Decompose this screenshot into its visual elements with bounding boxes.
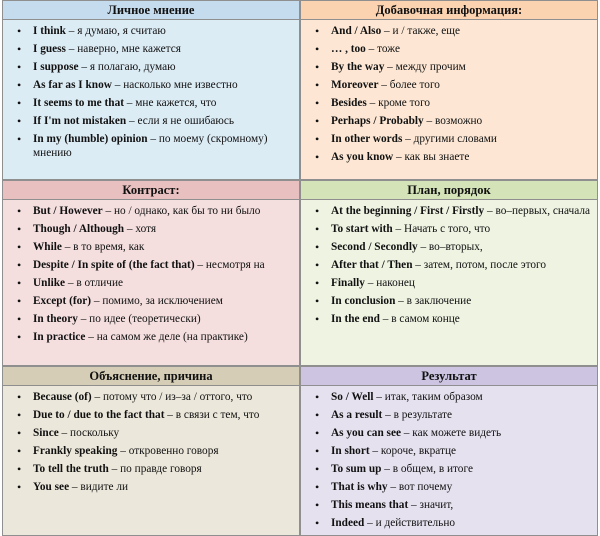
section-personal-opinion	[2, 0, 300, 180]
list-item	[3, 408, 295, 422]
phrase: At the beginning / First / Firstly	[331, 205, 485, 217]
phrase: In short	[331, 445, 370, 457]
phrase-list	[301, 200, 597, 326]
list-item	[301, 222, 593, 236]
list-item	[3, 276, 295, 290]
translation: – и действительно	[364, 517, 456, 529]
translation: – в то время, как	[61, 241, 145, 253]
list-item	[301, 150, 593, 164]
section-plan-order	[300, 180, 598, 366]
phrase: In the end	[331, 313, 380, 325]
translation: – на самом же деле (на практике)	[85, 331, 248, 343]
phrase: Frankly speaking	[33, 445, 118, 457]
translation: – Начать с того, что	[392, 223, 491, 235]
translation: – в общем, в итоге	[381, 463, 473, 475]
translation: – по правде говоря	[108, 463, 202, 475]
translation: – но / однако, как бы то ни было	[102, 205, 261, 217]
translation: – помимо, за исключением	[91, 295, 223, 307]
phrase: To sum up	[331, 463, 382, 475]
section-title: Объяснение, причина	[3, 367, 299, 386]
list-item	[3, 96, 295, 110]
phrase: While	[33, 241, 62, 253]
translation: – другими словами	[402, 133, 497, 145]
phrase: Though / Although	[33, 223, 125, 235]
list-item	[3, 462, 295, 476]
phrase: Besides	[331, 97, 367, 109]
phrase: Indeed	[331, 517, 365, 529]
phrase: That is why	[331, 481, 388, 493]
translation: – возможно	[423, 115, 483, 127]
translation: – итак, таким образом	[373, 391, 483, 403]
phrase: In theory	[33, 313, 78, 325]
translation: – насколько мне известно	[111, 79, 238, 91]
phrase: To tell the truth	[33, 463, 109, 475]
translation: – более того	[378, 79, 440, 91]
phrase: It seems to me that	[33, 97, 124, 109]
section-title: Добавочная информация:	[301, 1, 597, 20]
list-item	[301, 312, 593, 326]
list-item	[3, 390, 295, 404]
phrase: As you can see	[331, 427, 401, 439]
phrase: In my (humble) opinion	[33, 133, 148, 145]
translation: – потому что / из–за / оттого, что	[91, 391, 253, 403]
translation: – как можете видеть	[400, 427, 502, 439]
translation: – короче, вкратце	[369, 445, 457, 457]
phrase: Due to / due to the fact that	[33, 409, 165, 421]
list-item	[301, 276, 593, 290]
section-additional-info	[300, 0, 598, 180]
translation: – если я не ошибаюсь	[126, 115, 234, 127]
translation: – значит,	[408, 499, 454, 511]
phrase: After that / Then	[331, 259, 413, 271]
translation: – затем, потом, после этого	[412, 259, 547, 271]
phrase: In conclusion	[331, 295, 396, 307]
phrase-table	[2, 0, 598, 536]
phrase-list	[3, 20, 299, 160]
phrase-list	[3, 200, 299, 344]
phrase: Unlike	[33, 277, 66, 289]
translation: – в связи с тем, что	[164, 409, 260, 421]
list-item	[301, 24, 593, 38]
phrase: Because (of)	[33, 391, 92, 403]
list-item	[301, 78, 593, 92]
list-item	[3, 222, 295, 236]
phrase: … , too	[331, 43, 366, 55]
translation: – в самом конце	[379, 313, 460, 325]
list-item	[301, 426, 593, 440]
phrase-list	[301, 20, 597, 164]
phrase: This means that	[331, 499, 409, 511]
phrase: As far as I know	[33, 79, 112, 91]
translation: – наверно, мне кажется	[65, 43, 181, 55]
phrase: But / However	[33, 205, 103, 217]
phrase: And / Also	[331, 25, 382, 37]
phrase: I suppose	[33, 61, 79, 73]
phrase: Finally	[331, 277, 365, 289]
list-item	[3, 42, 295, 56]
phrase: Moreover	[331, 79, 379, 91]
list-item	[3, 330, 295, 344]
translation: – между прочим	[384, 61, 466, 73]
section-contrast	[2, 180, 300, 366]
list-item	[301, 204, 593, 218]
phrase: By the way	[331, 61, 385, 73]
list-item	[3, 114, 295, 128]
list-item	[301, 444, 593, 458]
section-title: Результат	[301, 367, 597, 386]
phrase: To start with	[331, 223, 393, 235]
translation: – несмотря на	[194, 259, 265, 271]
list-item	[3, 78, 295, 92]
phrase: Except (for)	[33, 295, 92, 307]
phrase: Perhaps / Probably	[331, 115, 424, 127]
translation: – я полагаю, думаю	[78, 61, 176, 73]
translation: – и / также, еще	[381, 25, 460, 37]
list-item	[301, 96, 593, 110]
translation: – по моему (скромному) мнению	[33, 133, 268, 159]
translation: – в заключение	[395, 295, 472, 307]
phrase: In practice	[33, 331, 86, 343]
list-item	[301, 390, 593, 404]
section-title: Личное мнение	[3, 1, 299, 20]
list-item	[3, 60, 295, 74]
section-result	[300, 366, 598, 536]
list-item	[301, 480, 593, 494]
phrase: Second / Secondly	[331, 241, 418, 253]
list-item	[301, 498, 593, 512]
translation: – наконец	[364, 277, 415, 289]
list-item	[3, 480, 295, 494]
translation: – в отличие	[65, 277, 124, 289]
list-item	[3, 24, 295, 38]
list-item	[301, 240, 593, 254]
translation: – по идее (теоретически)	[77, 313, 201, 325]
list-item	[301, 408, 593, 422]
translation: – мне кажется, что	[123, 97, 217, 109]
list-item	[3, 258, 295, 272]
phrase: As you know	[331, 151, 394, 163]
translation: – откровенно говоря	[117, 445, 219, 457]
phrase: You see	[33, 481, 70, 493]
phrase: So / Well	[331, 391, 374, 403]
list-item	[301, 294, 593, 308]
list-item	[3, 132, 295, 160]
list-item	[301, 42, 593, 56]
section-explanation-reason	[2, 366, 300, 536]
translation: – во–вторых,	[417, 241, 483, 253]
phrase: Despite / In spite of (the fact that)	[33, 259, 195, 271]
translation: – тоже	[365, 43, 400, 55]
translation: – поскольку	[58, 427, 120, 439]
phrase: I think	[33, 25, 66, 37]
list-item	[301, 462, 593, 476]
translation: – в результате	[382, 409, 453, 421]
phrase: Since	[33, 427, 59, 439]
list-item	[301, 258, 593, 272]
list-item	[301, 60, 593, 74]
phrase-list	[301, 386, 597, 530]
translation: – видите ли	[69, 481, 129, 493]
section-title: Контраст:	[3, 181, 299, 200]
translation: – кроме того	[366, 97, 431, 109]
translation: – хотя	[124, 223, 157, 235]
list-item	[3, 312, 295, 326]
list-item	[3, 204, 295, 218]
list-item	[3, 240, 295, 254]
phrase-list	[3, 386, 299, 494]
phrase: If I'm not mistaken	[33, 115, 127, 127]
translation: – я думаю, я считаю	[65, 25, 166, 37]
translation: – вот почему	[387, 481, 453, 493]
phrase: I guess	[33, 43, 66, 55]
translation: – во–первых, сначала	[484, 205, 590, 217]
section-title: План, порядок	[301, 181, 597, 200]
phrase: In other words	[331, 133, 403, 145]
list-item	[3, 444, 295, 458]
list-item	[3, 426, 295, 440]
translation: – как вы знаете	[393, 151, 470, 163]
phrase: As a result	[331, 409, 383, 421]
list-item	[301, 114, 593, 128]
list-item	[301, 132, 593, 146]
list-item	[3, 294, 295, 308]
list-item	[301, 516, 593, 530]
